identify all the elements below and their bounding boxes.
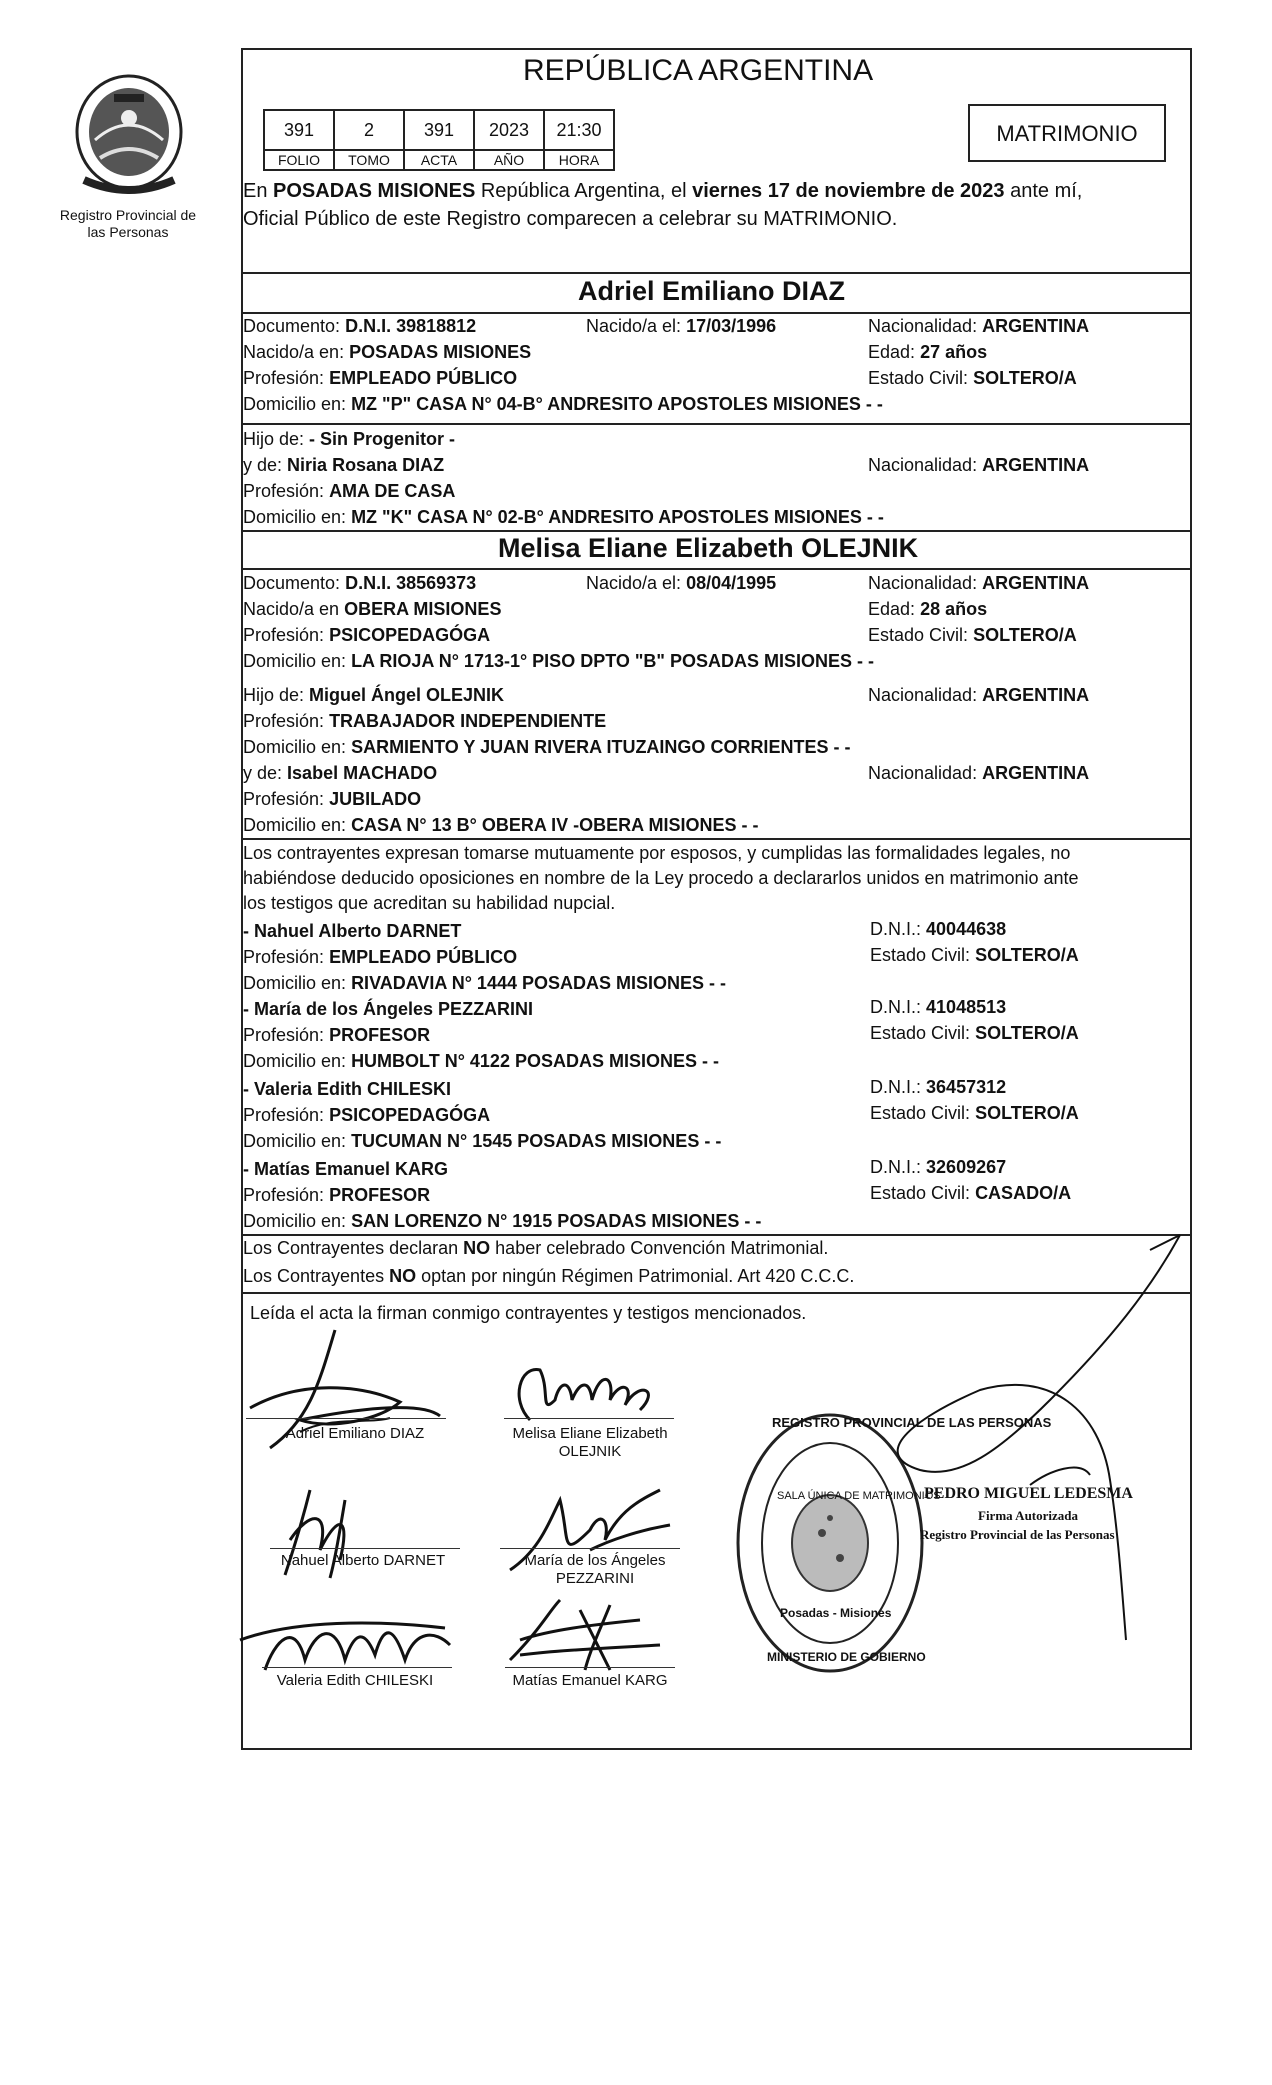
registry-side-label: Registro Provincial de las Personas: [59, 207, 197, 240]
spouse2-mother-nationality: Nacionalidad: ARGENTINA: [868, 763, 1090, 783]
regime-line-1: Los Contrayentes declaran NO haber celebrado Convención Matrimonial.: [243, 1238, 829, 1258]
signature-officer: [850, 1230, 1200, 1790]
seal-inner-text: SALA ÚNICA DE MATRIMONIOS: [777, 1490, 941, 1502]
signature-label-witness1: Nahuel Alberto DARNET: [280, 1552, 446, 1569]
officer-role: Firma Autorizada: [978, 1508, 1079, 1523]
signature-label-spouse2-line2: OLEJNIK: [558, 1443, 622, 1460]
witness1-dni: D.N.I.: 40044638: [870, 919, 1007, 939]
folio-label: FOLIO: [264, 150, 334, 170]
witness1-profession: Profesión: EMPLEADO PÚBLICO: [243, 947, 518, 967]
spouse2-father: Hijo de: Miguel Ángel OLEJNIK: [243, 685, 505, 705]
signature-label-witness3: Valeria Edith CHILESKI: [276, 1672, 434, 1689]
regime-line-2: Los Contrayentes NO optan por ningún Régimen Patrimonial. Art 420 C.C.C.: [243, 1266, 855, 1286]
spouse2-mother-address: Domicilio en: CASA N° 13 B° OBERA IV -OBERA MISIONES - -: [243, 815, 759, 835]
document-type-box: MATRIMONIO: [968, 104, 1166, 162]
witness4-name: - Matías Emanuel KARG: [243, 1159, 449, 1179]
spouse1-address: Domicilio en: MZ "P" CASA N° 04-B° ANDRESITO APOSTOLES MISIONES - -: [243, 394, 883, 414]
spouse2-profession: Profesión: PSICOPEDAGÓGA: [243, 625, 491, 645]
witness3-name: - Valeria Edith CHILESKI: [243, 1079, 452, 1099]
signature-label-spouse1: Adriel Emiliano DIAZ: [285, 1425, 425, 1442]
officer-name: PEDRO MIGUEL LEDESMA: [924, 1485, 1133, 1502]
witness2-address: Domicilio en: HUMBOLT N° 4122 POSADAS MISIONES - -: [243, 1051, 719, 1071]
spouse2-born-in: Nacido/a en OBERA MISIONES: [243, 599, 502, 619]
declaration-line-3: los testigos que acreditan su habilidad nupcial.: [243, 893, 616, 913]
signature-valeria-chileski: [235, 1600, 465, 1680]
witness1-address: Domicilio en: RIVADAVIA N° 1444 POSADAS MISIONES - -: [243, 973, 726, 993]
folio-value: 391: [264, 110, 334, 150]
anio-value: 2023: [474, 110, 544, 150]
spouse2-mother-profession: Profesión: JUBILADO: [243, 789, 422, 809]
witness4-civil: Estado Civil: CASADO/A: [870, 1183, 1072, 1203]
witness2-profession: Profesión: PROFESOR: [243, 1025, 431, 1045]
provincial-emblem: [70, 70, 188, 200]
spouse2-name: Melisa Eliane Elizabeth OLEJNIK: [498, 533, 919, 563]
witness3-address: Domicilio en: TUCUMAN N° 1545 POSADAS MISIONES - -: [243, 1131, 722, 1151]
country-title: REPÚBLICA ARGENTINA: [523, 54, 874, 87]
spouse2-nationality: Nacionalidad: ARGENTINA: [868, 573, 1090, 593]
acta-value: 391: [404, 110, 474, 150]
witness2-civil: Estado Civil: SOLTERO/A: [870, 1023, 1079, 1043]
spouse1-parent2-address: Domicilio en: MZ "K" CASA N° 02-B° ANDRESITO APOSTOLES MISIONES - -: [243, 507, 884, 527]
anio-label: AÑO: [474, 150, 544, 170]
spouse1-parent2: y de: Niria Rosana DIAZ: [243, 455, 445, 475]
spouse2-mother: y de: Isabel MACHADO: [243, 763, 438, 783]
spouse2-address: Domicilio en: LA RIOJA N° 1713-1° PISO DPTO "B" POSADAS MISIONES - -: [243, 651, 874, 671]
acta-label: ACTA: [404, 150, 474, 170]
spouse2-civil: Estado Civil: SOLTERO/A: [868, 625, 1077, 645]
seal-bottom-text: MINISTERIO DE GOBIERNO: [767, 1650, 926, 1664]
tomo-label: TOMO: [334, 150, 404, 170]
spouse1-name: Adriel Emiliano DIAZ: [578, 276, 846, 306]
spouse2-father-nationality: Nacionalidad: ARGENTINA: [868, 685, 1090, 705]
spouse1-age: Edad: 27 años: [868, 342, 988, 362]
intro-line-1: En POSADAS MISIONES República Argentina, el viernes 17 de noviembre de 2023 ante mí,: [243, 180, 1083, 202]
spouse1-parent2-profession: Profesión: AMA DE CASA: [243, 481, 456, 501]
seal-city: Posadas - Misiones: [780, 1606, 892, 1620]
spouse1-parent1: Hijo de: - Sin Progenitor -: [243, 429, 456, 449]
hora-value: 21:30: [544, 110, 614, 150]
witness2-name: - María de los Ángeles PEZZARINI: [243, 999, 534, 1019]
witness2-dni: D.N.I.: 41048513: [870, 997, 1007, 1017]
declaration-line-1: Los contrayentes expresan tomarse mutuamente por esposos, y cumplidas las formalidades legales, no: [243, 843, 1071, 863]
witness4-dni: D.N.I.: 32609267: [870, 1157, 1007, 1177]
witness4-profession: Profesión: PROFESOR: [243, 1185, 431, 1205]
spouse1-civil: Estado Civil: SOLTERO/A: [868, 368, 1077, 388]
intro-line-2: Oficial Público de este Registro comparecen a celebrar su MATRIMONIO.: [243, 208, 898, 230]
signature-label-spouse2-line1: Melisa Eliane Elizabeth: [512, 1425, 668, 1442]
witness3-profession: Profesión: PSICOPEDAGÓGA: [243, 1105, 491, 1125]
spouse2-father-profession: Profesión: TRABAJADOR INDEPENDIENTE: [243, 711, 607, 731]
officer-office: Registro Provincial de las Personas: [920, 1527, 1115, 1542]
spouse2-born-on: Nacido/a el: 08/04/1995: [586, 573, 777, 593]
spouse2-father-address: Domicilio en: SARMIENTO Y JUAN RIVERA ITUZAINGO CORRIENTES - -: [243, 737, 851, 757]
signature-label-witness2-line2: PEZZARINI: [555, 1570, 635, 1587]
record-metadata-table: [263, 109, 615, 171]
signature-melisa-olejnik: [500, 1360, 680, 1430]
spouse1-nationality: Nacionalidad: ARGENTINA: [868, 316, 1090, 336]
witness1-name: - Nahuel Alberto DARNET: [243, 921, 462, 941]
witness3-civil: Estado Civil: SOLTERO/A: [870, 1103, 1079, 1123]
tomo-value: 2: [334, 110, 404, 150]
hora-label: HORA: [544, 150, 614, 170]
spouse1-born-on: Nacido/a el: 17/03/1996: [586, 316, 777, 336]
closing-statement: Leída el acta la firman conmigo contrayentes y testigos mencionados.: [250, 1303, 807, 1323]
witness4-address: Domicilio en: SAN LORENZO N° 1915 POSADAS MISIONES - -: [243, 1211, 762, 1231]
spouse1-parent2-nationality: Nacionalidad: ARGENTINA: [868, 455, 1090, 475]
declaration-line-2: habiéndose deducido oposiciones en nombre de la Ley procedo a declararlos unidos en matrimonio ante: [243, 868, 1079, 888]
seal-ring-text: REGISTRO PROVINCIAL DE LAS PERSONAS: [772, 1415, 1052, 1430]
spouse2-doc: Documento: D.N.I. 38569373: [243, 573, 477, 593]
witness3-dni: D.N.I.: 36457312: [870, 1077, 1007, 1097]
spouse1-profession: Profesión: EMPLEADO PÚBLICO: [243, 368, 518, 388]
spouse2-age: Edad: 28 años: [868, 599, 988, 619]
spouse1-born-in: Nacido/a en: POSADAS MISIONES: [243, 342, 532, 362]
spouse1-doc: Documento: D.N.I. 39818812: [243, 316, 477, 336]
witness1-civil: Estado Civil: SOLTERO/A: [870, 945, 1079, 965]
signature-label-witness4: Matías Emanuel KARG: [512, 1672, 668, 1689]
signature-label-witness2-line1: María de los Ángeles: [524, 1552, 666, 1569]
